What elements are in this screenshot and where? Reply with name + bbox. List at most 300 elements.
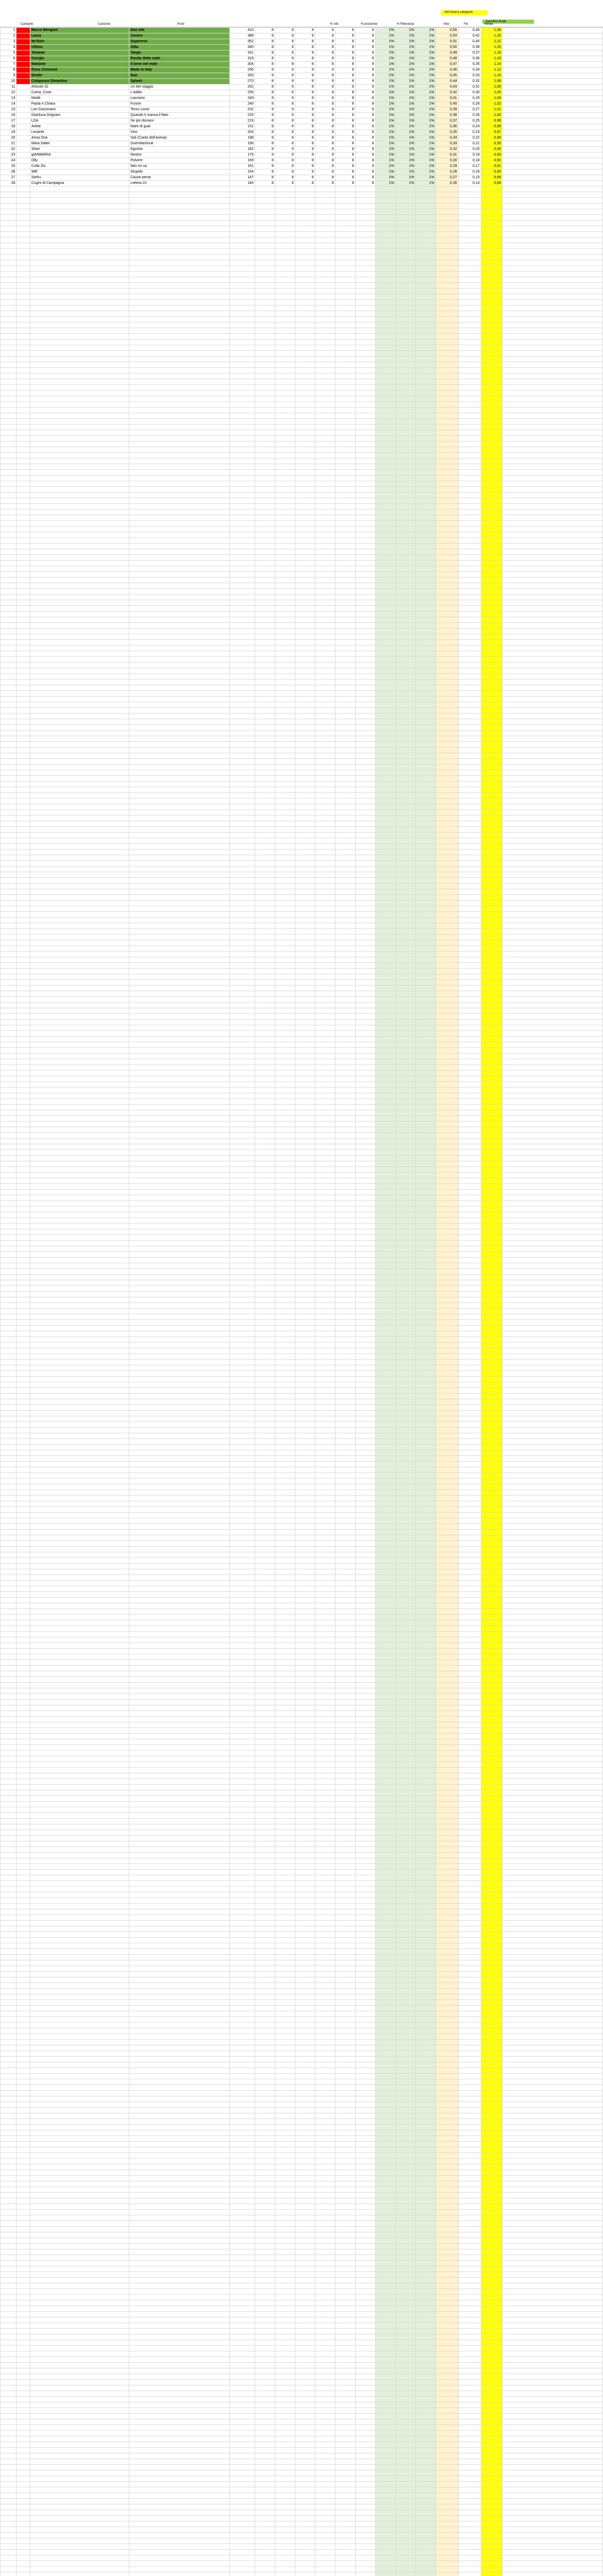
empty-cell[interactable]	[315, 980, 335, 986]
empty-cell[interactable]	[415, 1116, 435, 1122]
empty-cell[interactable]	[458, 991, 481, 997]
empty-cell[interactable]	[229, 532, 255, 538]
empty-cell[interactable]	[355, 923, 375, 929]
count-cell[interactable]: 8	[335, 130, 355, 135]
empty-cell[interactable]	[275, 1093, 295, 1099]
empty-cell[interactable]	[229, 668, 255, 674]
empty-cell[interactable]	[415, 459, 435, 464]
empty-cell[interactable]	[1, 238, 16, 243]
count-cell[interactable]: 8	[295, 96, 315, 101]
empty-cell[interactable]	[129, 453, 230, 459]
empty-cell[interactable]	[415, 867, 435, 872]
count-cell[interactable]: 8	[335, 181, 355, 187]
empty-cell[interactable]	[315, 1110, 335, 1116]
empty-cell[interactable]	[129, 1195, 230, 1201]
table-row[interactable]	[1, 396, 603, 402]
empty-cell[interactable]	[481, 957, 502, 963]
empty-cell[interactable]	[1, 663, 16, 668]
empty-cell[interactable]	[16, 1201, 30, 1207]
empty-cell[interactable]	[502, 1025, 602, 1031]
empty-cell[interactable]	[315, 498, 335, 504]
empty-cell[interactable]	[275, 1416, 295, 1422]
empty-cell[interactable]	[255, 391, 275, 396]
empty-cell[interactable]	[415, 765, 435, 770]
empty-cell[interactable]	[375, 1184, 395, 1190]
empty-cell[interactable]	[30, 952, 129, 957]
empty-cell[interactable]	[458, 1501, 481, 1507]
mean-cell[interactable]: 1,04	[481, 96, 502, 101]
empty-cell[interactable]	[30, 923, 129, 929]
empty-cell[interactable]	[355, 1037, 375, 1042]
percent-cell[interactable]: 1%	[375, 152, 395, 158]
empty-cell[interactable]	[229, 453, 255, 459]
empty-cell[interactable]	[415, 697, 435, 702]
empty-cell[interactable]	[1, 198, 16, 204]
empty-cell[interactable]	[255, 1382, 275, 1388]
empty-cell[interactable]	[355, 215, 375, 221]
mean-cell[interactable]: 1,05	[481, 90, 502, 96]
points-cell[interactable]: 154	[229, 170, 255, 175]
empty-cell[interactable]	[129, 969, 230, 974]
empty-cell[interactable]	[295, 453, 315, 459]
empty-cell[interactable]	[229, 629, 255, 634]
empty-cell[interactable]	[315, 555, 335, 561]
empty-cell[interactable]	[435, 1269, 458, 1275]
empty-cell[interactable]	[295, 1099, 315, 1105]
empty-cell[interactable]	[295, 770, 315, 776]
empty-cell[interactable]	[481, 595, 502, 600]
empty-cell[interactable]	[481, 1377, 502, 1382]
count-cell[interactable]: 8	[255, 141, 275, 147]
percent-cell[interactable]: 1%	[415, 141, 435, 147]
empty-cell[interactable]	[415, 266, 435, 272]
empty-cell[interactable]	[355, 1178, 375, 1184]
empty-cell[interactable]	[315, 578, 335, 583]
empty-cell[interactable]	[315, 402, 335, 408]
count-cell[interactable]: 8	[335, 170, 355, 175]
empty-cell[interactable]	[1, 1218, 16, 1224]
empty-cell[interactable]	[255, 396, 275, 402]
empty-cell[interactable]	[16, 187, 30, 192]
empty-cell[interactable]	[315, 425, 335, 430]
empty-cell[interactable]	[229, 283, 255, 289]
empty-cell[interactable]	[375, 578, 395, 583]
empty-cell[interactable]	[229, 436, 255, 442]
table-row[interactable]	[1, 340, 603, 345]
points-cell[interactable]: 219	[229, 118, 255, 124]
empty-cell[interactable]	[1, 674, 16, 680]
empty-cell[interactable]	[458, 1093, 481, 1099]
empty-cell[interactable]	[502, 1167, 602, 1173]
empty-cell[interactable]	[255, 1343, 275, 1348]
empty-cell[interactable]	[229, 198, 255, 204]
count-cell[interactable]: 8	[255, 175, 275, 181]
empty-cell[interactable]	[415, 974, 435, 980]
empty-cell[interactable]	[335, 595, 355, 600]
empty-cell[interactable]	[315, 793, 335, 799]
table-row[interactable]	[1, 1218, 603, 1224]
empty-cell[interactable]	[295, 311, 315, 317]
empty-cell[interactable]	[415, 487, 435, 493]
table-row[interactable]	[1, 453, 603, 459]
table-row[interactable]	[1, 1110, 603, 1116]
empty-cell[interactable]	[295, 850, 315, 855]
empty-cell[interactable]	[255, 1394, 275, 1399]
empty-cell[interactable]	[229, 850, 255, 855]
empty-cell[interactable]	[30, 748, 129, 753]
empty-cell[interactable]	[30, 957, 129, 963]
empty-cell[interactable]	[129, 317, 230, 323]
empty-cell[interactable]	[395, 391, 415, 396]
empty-cell[interactable]	[295, 793, 315, 799]
empty-cell[interactable]	[1, 606, 16, 612]
mean-cell[interactable]: 1,02	[481, 101, 502, 107]
empty-cell[interactable]	[255, 935, 275, 940]
empty-cell[interactable]	[435, 759, 458, 765]
empty-cell[interactable]	[275, 589, 295, 595]
empty-cell[interactable]	[255, 328, 275, 334]
empty-cell[interactable]	[275, 1467, 295, 1473]
empty-cell[interactable]	[355, 595, 375, 600]
empty-cell[interactable]	[415, 1501, 435, 1507]
empty-cell[interactable]	[229, 1411, 255, 1416]
empty-cell[interactable]	[295, 804, 315, 810]
empty-cell[interactable]	[229, 1054, 255, 1059]
empty-cell[interactable]	[255, 544, 275, 549]
empty-cell[interactable]	[458, 1331, 481, 1337]
empty-cell[interactable]	[315, 391, 335, 396]
empty-cell[interactable]	[1, 776, 16, 782]
count-cell[interactable]: 8	[355, 90, 375, 96]
empty-cell[interactable]	[295, 702, 315, 708]
empty-cell[interactable]	[481, 1059, 502, 1065]
empty-cell[interactable]	[458, 606, 481, 612]
empty-cell[interactable]	[1, 328, 16, 334]
empty-cell[interactable]	[355, 1382, 375, 1388]
empty-cell[interactable]	[502, 1059, 602, 1065]
table-row[interactable]	[1, 187, 603, 192]
empty-cell[interactable]	[275, 374, 295, 379]
artist-cell[interactable]: Anna Oxa	[30, 135, 129, 141]
empty-cell[interactable]	[395, 1008, 415, 1014]
empty-cell[interactable]	[1, 385, 16, 391]
empty-cell[interactable]	[255, 969, 275, 974]
empty-cell[interactable]	[415, 634, 435, 640]
empty-cell[interactable]	[355, 459, 375, 464]
empty-cell[interactable]	[129, 1093, 230, 1099]
empty-cell[interactable]	[415, 629, 435, 634]
empty-cell[interactable]	[315, 515, 335, 521]
empty-cell[interactable]	[315, 1212, 335, 1218]
empty-cell[interactable]	[275, 385, 295, 391]
empty-cell[interactable]	[295, 714, 315, 719]
empty-cell[interactable]	[16, 1280, 30, 1286]
empty-cell[interactable]	[375, 1320, 395, 1326]
empty-cell[interactable]	[375, 680, 395, 685]
empty-cell[interactable]	[415, 198, 435, 204]
empty-cell[interactable]	[255, 793, 275, 799]
percent-cell[interactable]: 1%	[375, 90, 395, 96]
empty-cell[interactable]	[435, 1195, 458, 1201]
empty-cell[interactable]	[355, 889, 375, 895]
empty-cell[interactable]	[458, 504, 481, 510]
empty-cell[interactable]	[255, 929, 275, 935]
empty-cell[interactable]	[16, 991, 30, 997]
empty-cell[interactable]	[395, 1394, 415, 1399]
empty-cell[interactable]	[16, 901, 30, 906]
percent-cell[interactable]: 1%	[375, 118, 395, 124]
empty-cell[interactable]	[255, 1139, 275, 1144]
empty-cell[interactable]	[275, 844, 295, 850]
empty-cell[interactable]	[415, 476, 435, 481]
empty-cell[interactable]	[435, 1280, 458, 1286]
empty-cell[interactable]	[375, 708, 395, 714]
empty-cell[interactable]	[16, 1099, 30, 1105]
empty-cell[interactable]	[16, 1235, 30, 1241]
empty-cell[interactable]	[30, 266, 129, 272]
empty-cell[interactable]	[355, 476, 375, 481]
empty-cell[interactable]	[255, 906, 275, 912]
empty-cell[interactable]	[295, 1212, 315, 1218]
empty-cell[interactable]	[275, 736, 295, 742]
count-cell[interactable]: 8	[355, 147, 375, 152]
empty-cell[interactable]	[129, 702, 230, 708]
empty-cell[interactable]	[315, 1450, 335, 1456]
empty-cell[interactable]	[355, 527, 375, 532]
empty-cell[interactable]	[129, 1314, 230, 1320]
empty-cell[interactable]	[435, 1144, 458, 1150]
empty-cell[interactable]	[458, 674, 481, 680]
percent-cell[interactable]: 1%	[395, 62, 415, 67]
count-cell[interactable]: 8	[335, 96, 355, 101]
empty-cell[interactable]	[395, 906, 415, 912]
empty-cell[interactable]	[395, 1377, 415, 1382]
empty-cell[interactable]	[275, 1008, 295, 1014]
table-row[interactable]	[1, 204, 603, 209]
table-row[interactable]	[1, 838, 603, 844]
empty-cell[interactable]	[375, 640, 395, 646]
empty-cell[interactable]	[502, 1382, 602, 1388]
empty-cell[interactable]	[275, 221, 295, 226]
empty-cell[interactable]	[295, 1014, 315, 1020]
empty-cell[interactable]	[315, 1224, 335, 1229]
count-cell[interactable]: 8	[355, 113, 375, 118]
empty-cell[interactable]	[16, 1501, 30, 1507]
empty-cell[interactable]	[295, 623, 315, 629]
empty-cell[interactable]	[16, 215, 30, 221]
empty-cell[interactable]	[335, 1042, 355, 1048]
note-cell[interactable]	[502, 62, 602, 67]
empty-cell[interactable]	[275, 260, 295, 266]
empty-cell[interactable]	[458, 1065, 481, 1071]
table-row[interactable]	[1, 402, 603, 408]
empty-cell[interactable]	[295, 838, 315, 844]
empty-cell[interactable]	[30, 1252, 129, 1258]
empty-cell[interactable]	[375, 521, 395, 527]
empty-cell[interactable]	[415, 850, 435, 855]
empty-cell[interactable]	[275, 277, 295, 283]
empty-cell[interactable]	[335, 419, 355, 425]
empty-cell[interactable]	[229, 1235, 255, 1241]
table-row[interactable]	[1, 1479, 603, 1484]
table-row[interactable]	[1, 595, 603, 600]
empty-cell[interactable]	[395, 623, 415, 629]
empty-cell[interactable]	[375, 549, 395, 555]
table-row[interactable]	[1, 606, 603, 612]
empty-cell[interactable]	[229, 408, 255, 413]
empty-cell[interactable]	[435, 204, 458, 209]
empty-cell[interactable]	[16, 1178, 30, 1184]
empty-cell[interactable]	[229, 243, 255, 249]
empty-cell[interactable]	[395, 470, 415, 476]
empty-cell[interactable]	[481, 629, 502, 634]
empty-cell[interactable]	[315, 918, 335, 923]
empty-cell[interactable]	[255, 459, 275, 464]
empty-cell[interactable]	[255, 1054, 275, 1059]
empty-cell[interactable]	[229, 1252, 255, 1258]
table-row[interactable]	[1, 1014, 603, 1020]
empty-cell[interactable]	[481, 974, 502, 980]
empty-cell[interactable]	[30, 209, 129, 215]
empty-cell[interactable]	[1, 289, 16, 294]
empty-cell[interactable]	[129, 1411, 230, 1416]
empty-cell[interactable]	[415, 878, 435, 884]
col-header-final[interactable]: Fin	[464, 23, 468, 26]
empty-cell[interactable]	[275, 912, 295, 918]
table-row[interactable]	[1, 124, 603, 130]
empty-cell[interactable]	[315, 867, 335, 872]
empty-cell[interactable]	[355, 770, 375, 776]
empty-cell[interactable]	[255, 940, 275, 946]
empty-cell[interactable]	[395, 827, 415, 833]
empty-cell[interactable]	[255, 243, 275, 249]
empty-cell[interactable]	[315, 1008, 335, 1014]
empty-cell[interactable]	[395, 1439, 415, 1445]
empty-cell[interactable]	[275, 368, 295, 374]
marker-cell[interactable]	[16, 135, 30, 141]
empty-cell[interactable]	[375, 878, 395, 884]
empty-cell[interactable]	[229, 759, 255, 765]
empty-cell[interactable]	[16, 255, 30, 260]
empty-cell[interactable]	[395, 498, 415, 504]
empty-cell[interactable]	[1, 855, 16, 861]
empty-cell[interactable]	[435, 1416, 458, 1422]
empty-cell[interactable]	[435, 816, 458, 821]
empty-cell[interactable]	[1, 1292, 16, 1297]
empty-cell[interactable]	[30, 379, 129, 385]
count-cell[interactable]: 8	[295, 62, 315, 67]
count-cell[interactable]: 8	[275, 101, 295, 107]
empty-cell[interactable]	[458, 192, 481, 198]
empty-cell[interactable]	[30, 1246, 129, 1252]
empty-cell[interactable]	[129, 1309, 230, 1314]
empty-cell[interactable]	[395, 668, 415, 674]
empty-cell[interactable]	[275, 1122, 295, 1127]
empty-cell[interactable]	[129, 753, 230, 759]
empty-cell[interactable]	[315, 1275, 335, 1280]
empty-cell[interactable]	[415, 453, 435, 459]
empty-cell[interactable]	[335, 1280, 355, 1286]
empty-cell[interactable]	[481, 821, 502, 827]
empty-cell[interactable]	[129, 1133, 230, 1139]
empty-cell[interactable]	[458, 1450, 481, 1456]
empty-cell[interactable]	[129, 918, 230, 923]
empty-cell[interactable]	[255, 1116, 275, 1122]
empty-cell[interactable]	[229, 827, 255, 833]
empty-cell[interactable]	[16, 249, 30, 255]
empty-cell[interactable]	[502, 674, 602, 680]
empty-cell[interactable]	[355, 583, 375, 589]
empty-cell[interactable]	[1, 277, 16, 283]
empty-cell[interactable]	[458, 1303, 481, 1309]
empty-cell[interactable]	[355, 1082, 375, 1088]
empty-cell[interactable]	[1, 1150, 16, 1156]
empty-cell[interactable]	[502, 1246, 602, 1252]
empty-cell[interactable]	[315, 855, 335, 861]
table-row[interactable]	[1, 1388, 603, 1394]
empty-cell[interactable]	[375, 1467, 395, 1473]
empty-cell[interactable]	[1, 459, 16, 464]
empty-cell[interactable]	[355, 600, 375, 606]
table-row[interactable]	[1, 974, 603, 980]
empty-cell[interactable]	[255, 986, 275, 991]
empty-cell[interactable]	[295, 974, 315, 980]
empty-cell[interactable]	[375, 272, 395, 277]
empty-cell[interactable]	[315, 589, 335, 595]
empty-cell[interactable]	[229, 425, 255, 430]
empty-cell[interactable]	[1, 1343, 16, 1348]
empty-cell[interactable]	[335, 1190, 355, 1195]
empty-cell[interactable]	[435, 583, 458, 589]
empty-cell[interactable]	[375, 855, 395, 861]
empty-cell[interactable]	[502, 623, 602, 629]
empty-cell[interactable]	[355, 748, 375, 753]
empty-cell[interactable]	[229, 362, 255, 368]
empty-cell[interactable]	[355, 1144, 375, 1150]
empty-cell[interactable]	[458, 1167, 481, 1173]
empty-cell[interactable]	[295, 1076, 315, 1082]
empty-cell[interactable]	[355, 765, 375, 770]
empty-cell[interactable]	[229, 368, 255, 374]
empty-cell[interactable]	[129, 1229, 230, 1235]
table-row[interactable]	[1, 793, 603, 799]
table-row[interactable]	[1, 640, 603, 646]
empty-cell[interactable]	[30, 651, 129, 657]
empty-cell[interactable]	[255, 476, 275, 481]
empty-cell[interactable]	[375, 1331, 395, 1337]
artist-cell[interactable]: Shari	[30, 147, 129, 152]
empty-cell[interactable]	[395, 685, 415, 691]
empty-cell[interactable]	[1, 1127, 16, 1133]
empty-cell[interactable]	[375, 1173, 395, 1178]
empty-cell[interactable]	[229, 685, 255, 691]
empty-cell[interactable]	[355, 804, 375, 810]
table-row[interactable]	[1, 680, 603, 685]
empty-cell[interactable]	[315, 510, 335, 515]
empty-cell[interactable]	[1, 991, 16, 997]
empty-cell[interactable]	[275, 1258, 295, 1263]
empty-cell[interactable]	[355, 1201, 375, 1207]
empty-cell[interactable]	[16, 1388, 30, 1394]
empty-cell[interactable]	[295, 1093, 315, 1099]
empty-cell[interactable]	[295, 776, 315, 782]
empty-cell[interactable]	[255, 1190, 275, 1195]
empty-cell[interactable]	[502, 1331, 602, 1337]
empty-cell[interactable]	[275, 901, 295, 906]
title-cell[interactable]: Mare di guai	[129, 124, 230, 130]
artist-cell[interactable]: Rosa Chemical	[30, 67, 129, 73]
empty-cell[interactable]	[502, 368, 602, 374]
